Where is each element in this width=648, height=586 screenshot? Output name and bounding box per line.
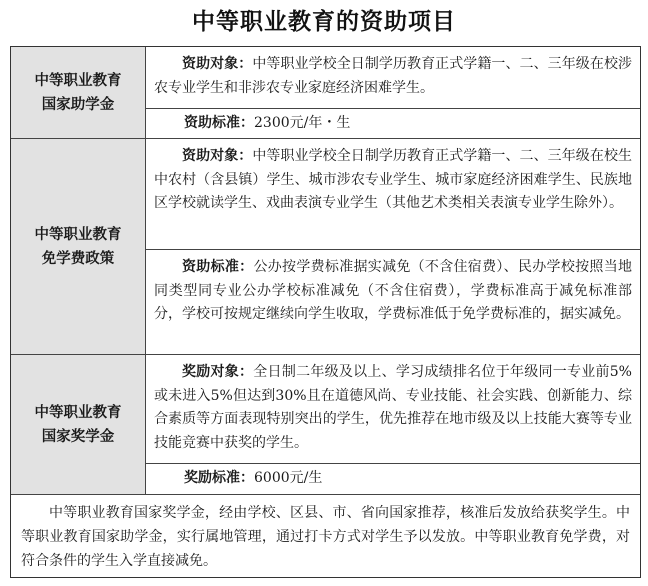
row-label-tuition-free — [11, 139, 146, 355]
row-label-line: 中等职业教育 — [34, 226, 122, 243]
standard-label: 资助标准： — [184, 114, 254, 131]
standard-label: 奖励标准： — [184, 470, 254, 487]
footnote — [11, 495, 640, 577]
object-text: 全日制二年级及以上、学习成绩排名位于年级同一专业前5%或未进入5%但达到30%且在道德风尚、专业技能、社会实践、创新能力、综合素质等方面表现特别突出的学生，优先推荐在地市级及以上技能大赛等专业技能竞赛中获奖的学生。 — [154, 364, 632, 451]
grant-standard-cell — [146, 109, 640, 139]
standard-label: 资助标准： — [182, 259, 254, 275]
footnote-text: 中等职业教育国家奖学金，经由学校、区县、市、省向国家推荐，核准后发放给获奖学生。中等职业教育国家助学金，实行属地管理，通过打卡方式对学生予以发放。中等职业教育免学费，对符合条件的学生入学直接减免。 — [21, 505, 630, 569]
standard-text: 2300元/年・生 — [254, 114, 351, 131]
row-label-line: 国家助学金 — [41, 96, 115, 113]
scholarship-standard-cell — [146, 464, 640, 495]
row-label-national-grant — [11, 47, 146, 139]
object-label: 资助对象： — [182, 148, 253, 164]
row-label-line: 国家奖学金 — [41, 428, 115, 445]
page-title: 中等职业教育的资助项目 — [192, 9, 456, 35]
object-text: 中等职业学校全日制学历教育正式学籍一、二、三年级在校生中农村（含县镇）学生、城市涉农专业学生、城市家庭经济困难学生、民族地区学校就读学生、戏曲表演专业学生（其他艺术类相关表演专业学生除外）。 — [154, 148, 633, 211]
scholarship-object-cell — [146, 355, 640, 464]
subsidy-table — [10, 46, 641, 578]
object-label: 奖励对象： — [182, 364, 254, 380]
tuition-object-cell — [146, 139, 640, 250]
standard-text: 6000元/生 — [254, 470, 323, 487]
tuition-standard-cell — [146, 250, 640, 355]
object-label: 资助对象： — [182, 56, 253, 72]
row-label-line: 中等职业教育 — [34, 72, 122, 89]
row-label-line: 免学费政策 — [41, 250, 115, 267]
object-text: 中等职业学校全日制学历教育正式学籍一、二、三年级在校涉农专业学生和非涉农专业家庭经济困难学生。 — [154, 56, 633, 96]
grant-object-cell — [146, 47, 640, 109]
row-label-line: 中等职业教育 — [34, 404, 122, 421]
standard-text: 公办按学费标准据实减免（不含住宿费）、民办学校按照当地同类型同专业公办学校标准减免（不含住宿费），学费标准高于减免标准部分，学校可按规定继续向学生收取，学费标准低于免学费标准的，据实减免。 — [154, 259, 632, 322]
row-label-national-scholarship — [11, 355, 146, 495]
